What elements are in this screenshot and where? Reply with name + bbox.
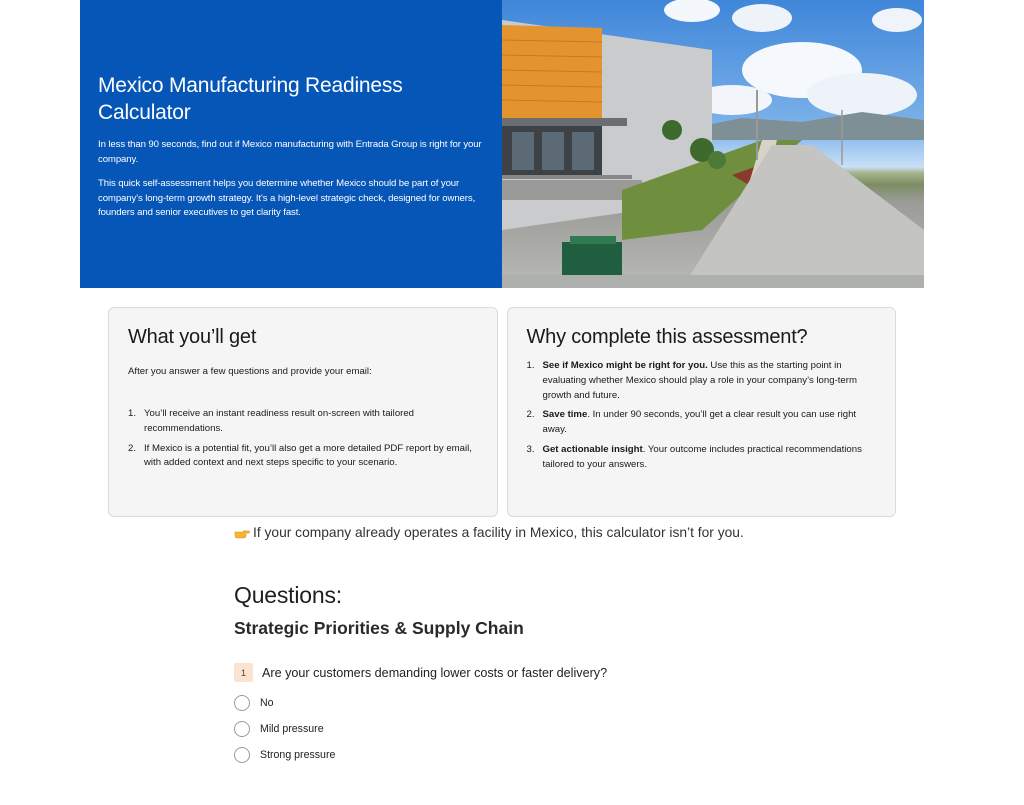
- reasons-list: [527, 359, 877, 473]
- list-bold: Save time: [542, 409, 588, 421]
- card-intro: After you answer a few questions and provide your email:: [128, 366, 372, 377]
- card-title: Why complete this assessment?: [526, 326, 808, 348]
- list-number: 2.: [526, 409, 535, 421]
- card-title: What you’ll get: [128, 326, 257, 348]
- hero-banner: [80, 0, 924, 288]
- radio-button[interactable]: [234, 695, 250, 711]
- question-1-options: [234, 690, 335, 768]
- question-text: Are your customers demanding lower costs or faster delivery?: [262, 665, 608, 680]
- list-text: [543, 359, 877, 403]
- list-bold: See if Mexico might be right for you.: [542, 360, 708, 371]
- why-complete-card: [507, 307, 897, 517]
- option-label: Mild pressure: [260, 723, 324, 735]
- list-item: [128, 442, 478, 472]
- option-mild-pressure[interactable]: [234, 716, 335, 742]
- facility-image-icon: [502, 0, 924, 288]
- option-no[interactable]: [234, 690, 335, 716]
- section-heading: Strategic Priorities & Supply Chain: [234, 618, 524, 638]
- list-number: 2.: [128, 442, 137, 454]
- list-rest: Use this as the starting point in evaluating whether Mexico should play a role in your company’s long-term growth and future.: [542, 360, 857, 401]
- list-item: [527, 408, 877, 438]
- list-bold: Get actionable insight: [542, 443, 643, 455]
- pointing-hand-icon: [234, 527, 250, 539]
- questions-heading: Questions:: [234, 582, 342, 608]
- hero-text-panel: [80, 0, 502, 288]
- list-item: [527, 359, 877, 403]
- radio-button[interactable]: [234, 747, 250, 763]
- list-item: [527, 443, 877, 473]
- list-rest: . In under 90 seconds, you’ll get a clear result you can use right away.: [542, 409, 857, 436]
- list-text: You’ll receive an instant readiness result on-screen with tailored recommendations.: [144, 408, 415, 434]
- list-text: If Mexico is a potential fit, you’ll also get a more detailed PDF report by email, with added context and next steps specific to your scenario.: [144, 442, 472, 469]
- list-number: 1.: [526, 360, 535, 371]
- note-text: If your company already operates a facility in Mexico, this calculator isn’t for you.: [253, 525, 744, 540]
- list-number: 3.: [526, 443, 535, 455]
- list-text: [543, 408, 877, 438]
- option-label: Strong pressure: [260, 749, 336, 761]
- info-cards: [108, 307, 896, 517]
- page-title: Mexico Manufacturing Readiness Calculator: [98, 74, 403, 124]
- manufacturing-facility-photo: [502, 0, 924, 288]
- radio-button[interactable]: [234, 721, 250, 737]
- question-1: [234, 663, 607, 682]
- benefits-list: [128, 407, 478, 471]
- what-you-get-card: [108, 307, 498, 517]
- option-strong-pressure[interactable]: [234, 742, 335, 768]
- option-label: No: [260, 697, 274, 709]
- hero-description: This quick self-assessment helps you determine whether Mexico should be part of your company's long-term growth strategy. It's a high-level strategic check, designed for owners, founders and senior executives to get clarity fast.: [98, 178, 476, 219]
- hero-intro: In less than 90 seconds, find out if Mexico manufacturing with Entrada Group is right for your company.: [98, 139, 482, 165]
- list-text: [543, 443, 877, 473]
- list-number: 1.: [128, 408, 137, 419]
- list-rest: . Your outcome includes practical recommendations tailored to your answers.: [542, 443, 862, 470]
- eligibility-note: [234, 525, 744, 540]
- question-number-badge: 1: [234, 663, 253, 682]
- list-item: [128, 407, 478, 437]
